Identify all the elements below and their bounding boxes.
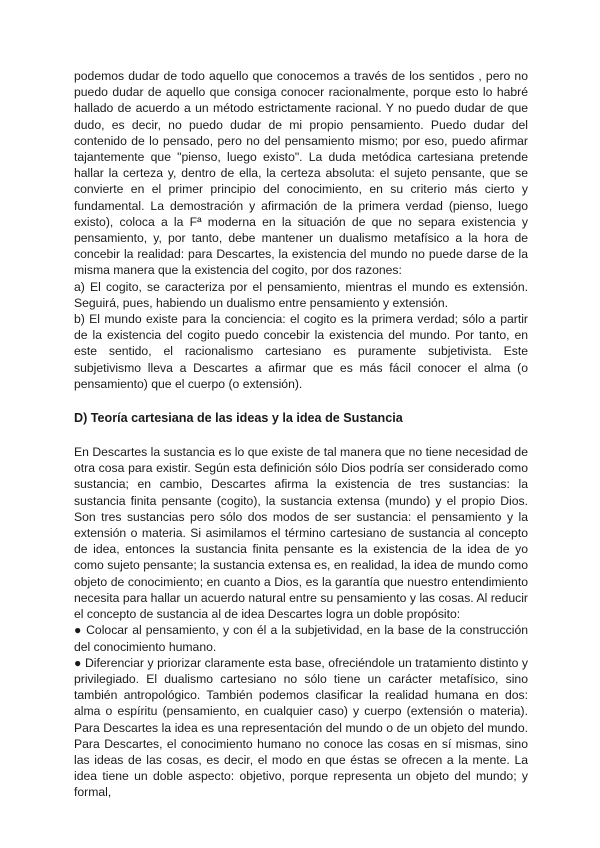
paragraph-substance: En Descartes la sustancia es lo que existe de tal manera que no tiene necesidad de otra cosa para existir. Según esta definición sólo Dios podría ser considerado como sustancia; en cambio, Descartes afirma la existencia de tres sustancias: la sustancia finita pensante (cogito), la sustancia extensa (mundo) y el propio Dios. Son tres sustancias pero sólo dos modos de ser sustancia: el pensamiento y la extensión o materia. Si asimilamos el término cartesiano de sustancia al concepto de idea, entonces la sustancia finita pensante es la existencia de la idea de yo como sujeto pensante; la sustancia extensa es, en realidad, la idea de mundo como objeto de conocimiento; en cuanto a Dios, es la garantía que nuestro entendimiento necesita para hallar un acuerdo natural entre su pensamiento y las cosas. Al reducir el concepto de sustancia al de idea Descartes logra un doble propósito: bbox=[74, 445, 528, 622]
bullet-item-differentiate: ● Diferenciar y priorizar claramente esta base, ofreciéndole un tratamiento distinto y privilegiado. El dualismo cartesiano no sólo tiene un carácter metafísico, sino también antropológico. También podemos clasificar la realidad humana en dos: alma o espíritu (pensamiento, en cualquier caso) y cuerpo (extensión o materia). Para Descartes la idea es una representación del mundo o de un objeto del mundo. Para Descartes, el conocimiento humano no conoce las cosas en sí mismas, sino las ideas de las cosas, es decir, el modo en que éstas se ofrecen a la mente. La idea tiene un doble aspecto: objetivo, porque representa un objeto del mundo; y formal, bbox=[74, 655, 528, 800]
document-page bbox=[74, 68, 528, 801]
section-heading: D) Teoría cartesiana de las ideas y la idea de Sustancia bbox=[74, 411, 403, 426]
paragraph-reason-a: a) El cogito, se caracteriza por el pensamiento, mientras el mundo es extensión. Seguirá, pues, habiendo un dualismo entre pensamiento y extensión. bbox=[74, 279, 528, 310]
bullet-item-thought: ● Colocar al pensamiento, y con él a la subjetividad, en la base de la construcción del conocimiento humano. bbox=[74, 623, 528, 654]
paragraph-reason-b: b) El mundo existe para la conciencia: el cogito es la primera verdad; sólo a partir de la existencia del cogito puedo concebir la existencia del mundo. Por tanto, en este sentido, el racionalismo cartesiano es puramente subjetivista. Este subjetivismo lleva a Descartes a afirmar que es más fácil conocer el alma (o pensamiento) que el cuerpo (o extensión). bbox=[74, 312, 528, 391]
paragraph-cogito-doubt: podemos dudar de todo aquello que conocemos a través de los sentidos , pero no puedo dudar de aquello que consiga conocer racionalmente, porque esto lo habré hallado de acuerdo a un método estrictamente racional. Y no puedo dudar de que dudo, es decir, no puedo dudar de mi propio pensamiento. Puedo dudar del contenido de lo pensado, pero no del pensamiento mismo; por eso, puedo afirmar tajantemente que "pienso, luego existo". La duda metódica cartesiana pretende hallar la certeza y, dentro de ella, la certeza absoluta: el sujeto pensante, que se convierte en el primer principio del conocimiento, en su criterio más cierto y fundamental. La demostración y afirmación de la primera verdad (pienso, luego existo), coloca a la Fª moderna en la situación de que no separa existencia y pensamiento, y, por tanto, debe mantener un dualismo metafísico a la hora de concebir la realidad: para Descartes, la existencia del mundo no puede darse de la misma manera que la existencia del cogito, por dos razones: bbox=[74, 69, 528, 278]
